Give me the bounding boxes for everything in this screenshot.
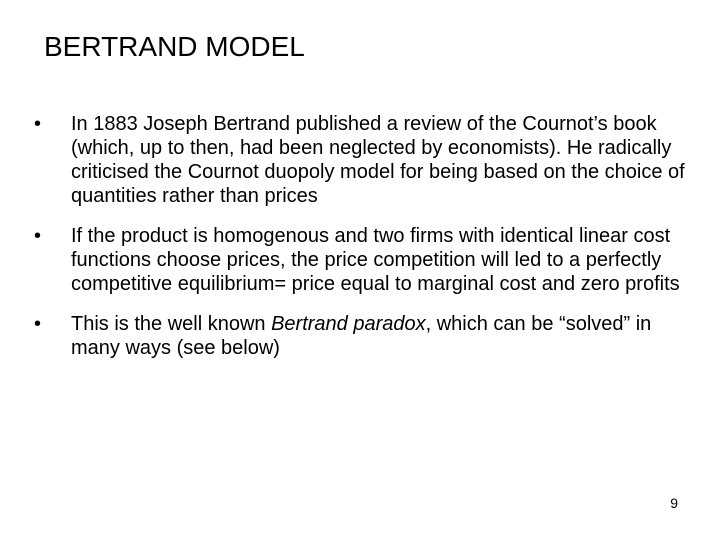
- bullet-text: [71, 313, 651, 359]
- bullet-text-after: , which can be “solved” in many ways (see below): [71, 313, 652, 359]
- bullet-marker: •: [34, 225, 42, 247]
- bullet-item: [34, 112, 694, 208]
- bullet-marker: •: [34, 113, 42, 135]
- page-number: 9: [670, 495, 678, 511]
- bertrand-paradox-emphasis: Bertrand paradox: [271, 313, 426, 335]
- bullet-marker: •: [34, 313, 42, 335]
- bullet-text-before: This is the well known: [71, 313, 272, 335]
- bullet-list: [34, 112, 694, 376]
- bullet-text: If the product is homogenous and two firms with identical linear cost functions choose prices, the price competition will led to a perfectly competitive equilibrium= price equal to marginal cost and zero profits: [71, 225, 680, 295]
- bullet-text: In 1883 Joseph Bertrand published a review of the Cournot’s book (which, up to then, had been neglected by economists). He radically criticised the Cournot duopoly model for being based on the choice of quantities rather than prices: [71, 113, 685, 207]
- bullet-item: [34, 224, 694, 296]
- slide-title: BERTRAND MODEL: [44, 31, 305, 62]
- bullet-item: [34, 312, 694, 360]
